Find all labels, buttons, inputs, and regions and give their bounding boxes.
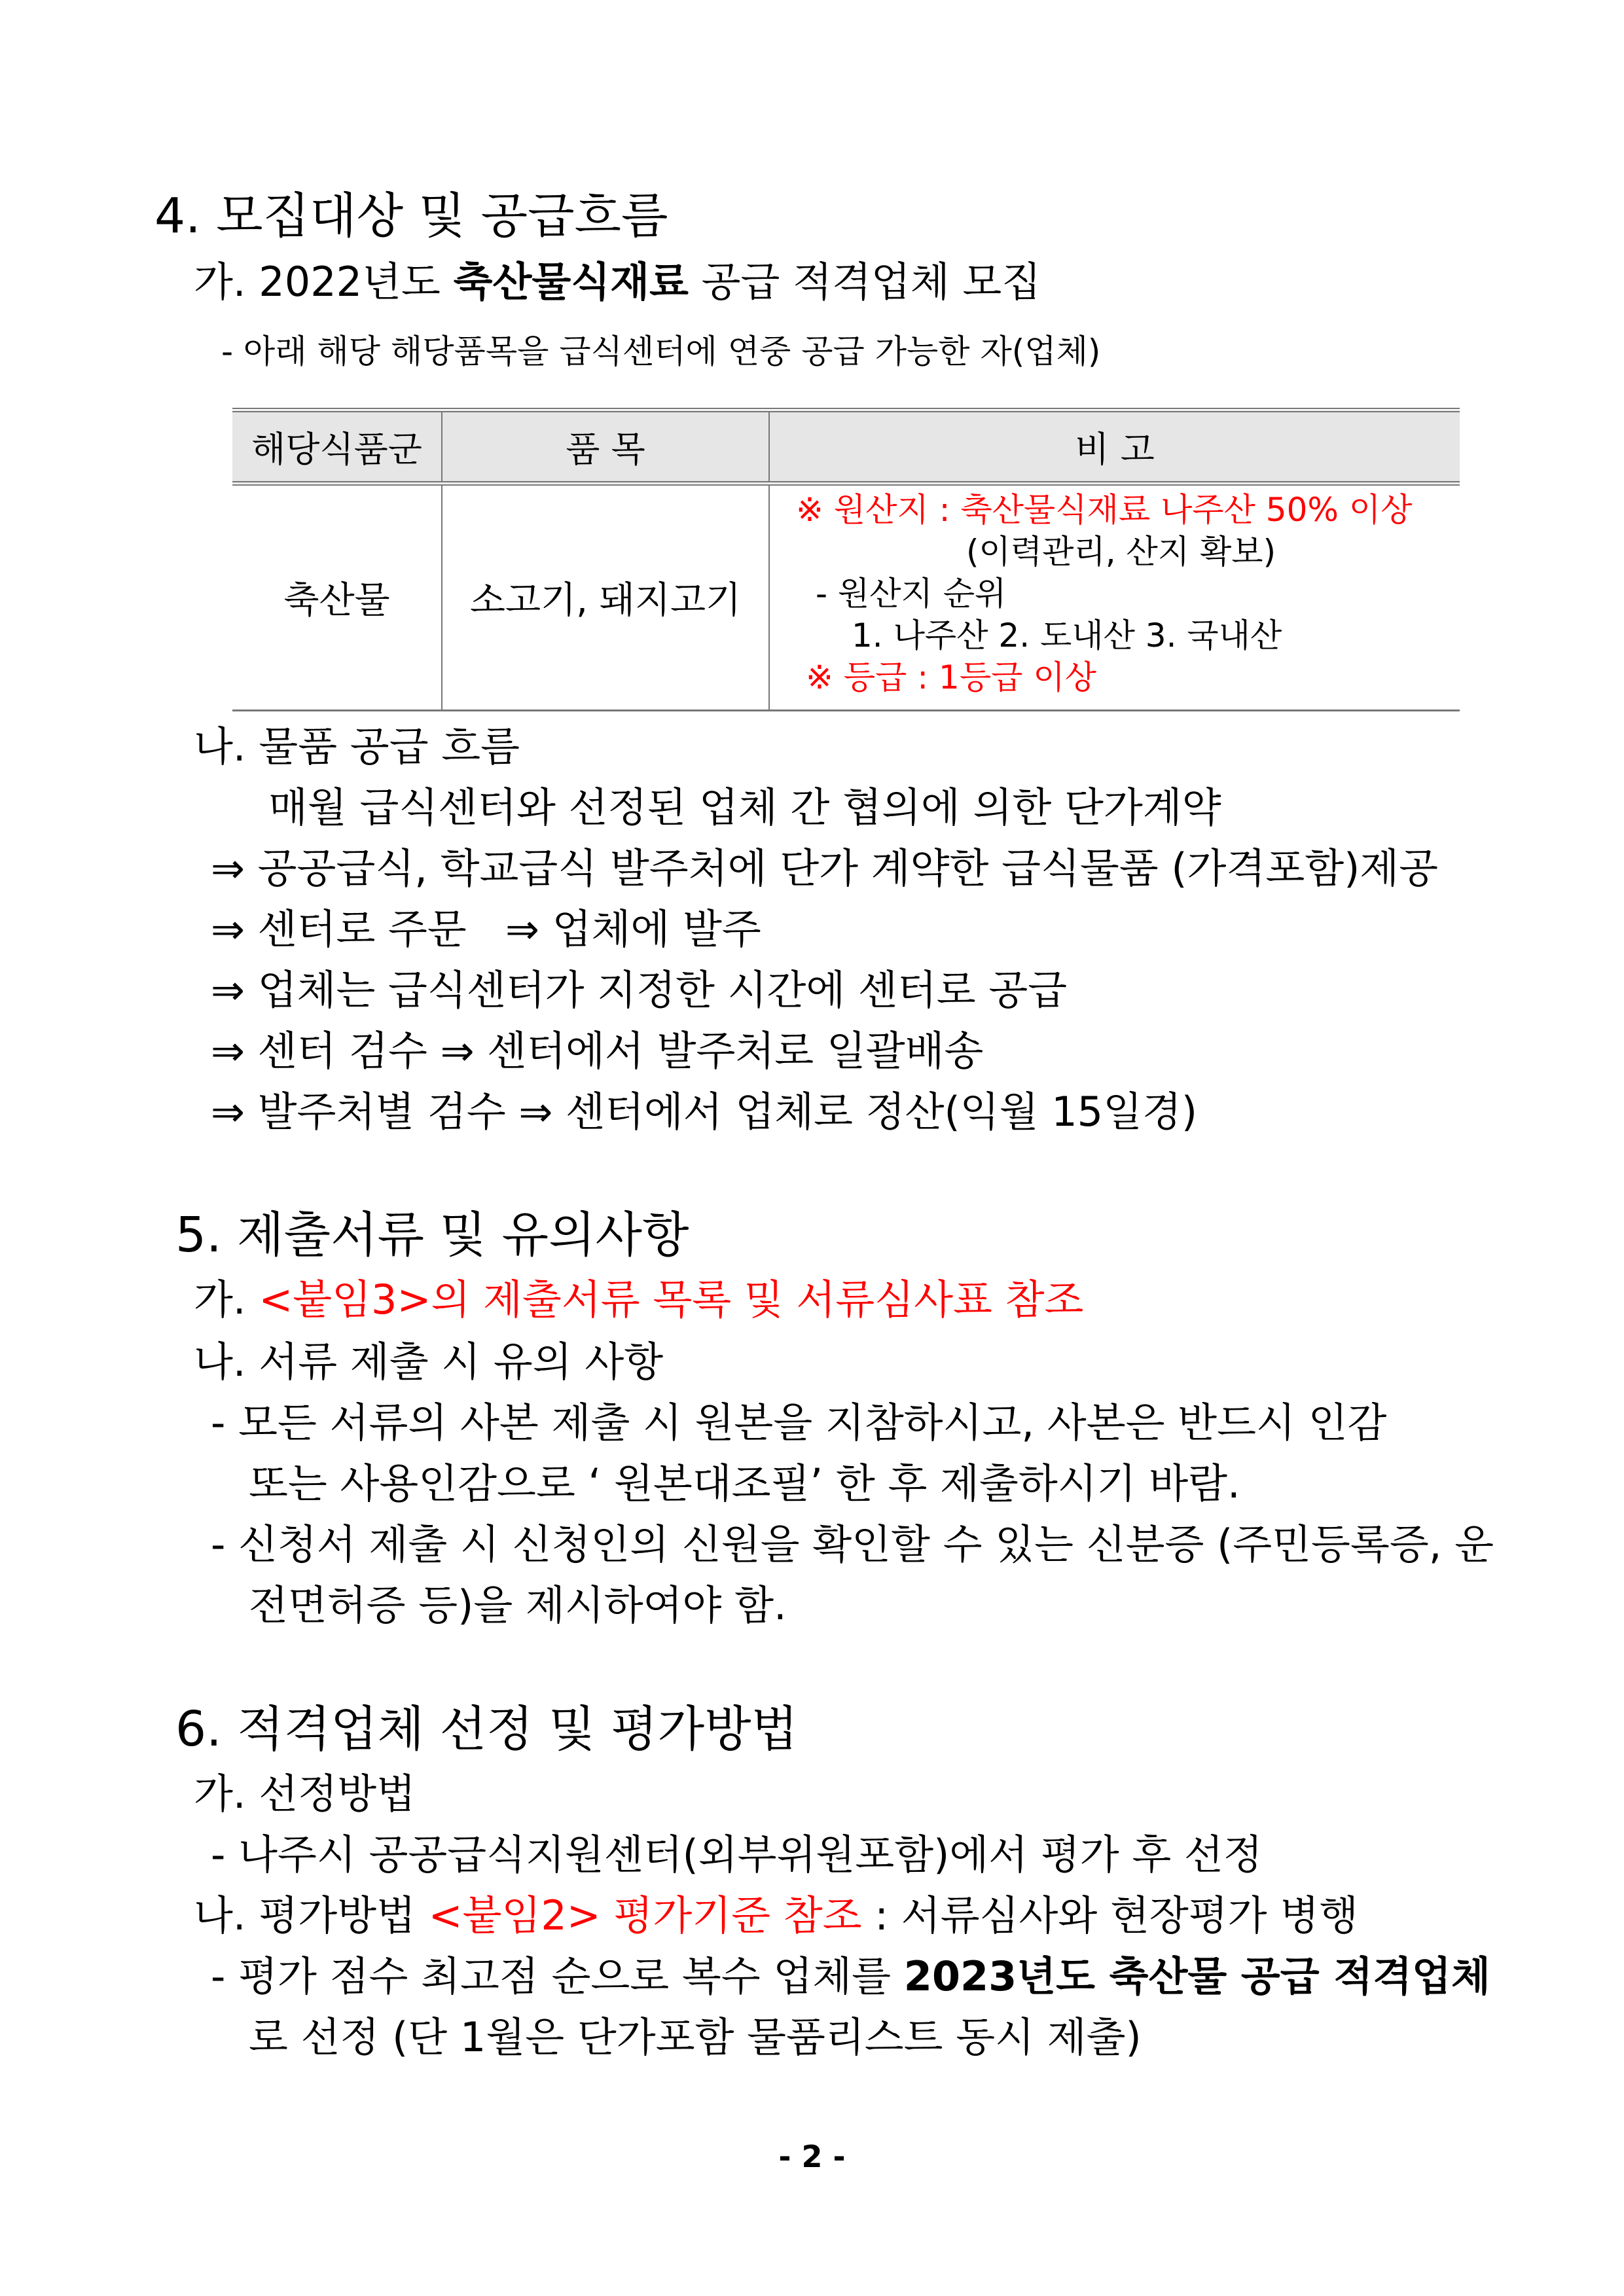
- section-4-ga-suffix: 공급 적격업체 모집: [688, 258, 1041, 306]
- evaluation-line-prefix: - 평가 점수 최고점 순으로 복수 업체를: [211, 1952, 904, 2000]
- section-6-ga-sub: - 나주시 공공급식지원센터(외부위원포함)에서 평가 후 선정: [211, 1831, 1263, 1878]
- table-header-cell: 품 목: [442, 410, 769, 484]
- notice-line: - 모든 서류의 사본 제출 시 원본을 지참하시고, 사본은 반드시 인감: [211, 1399, 1387, 1446]
- section-6-na-red: <붙임2> 평가기준 참조: [428, 1892, 862, 1939]
- table-header-cell: 비 고: [769, 410, 1460, 484]
- table-cell-items: 소고기, 돼지고기: [442, 484, 769, 711]
- section-4-item-ga: [194, 258, 1041, 306]
- notice-line: 전면허증 등)을 제시하여야 함.: [249, 1581, 787, 1629]
- section-6-na-prefix: 나. 평가방법: [194, 1892, 429, 1939]
- section-5-heading: 5. 제출서류 및 유의사항: [175, 1207, 689, 1263]
- section-6-item-ga: 가. 선정방법: [194, 1770, 416, 1818]
- table-row: [232, 484, 1460, 711]
- origin-note-detail: (이력관리, 산지 확보): [966, 533, 1276, 571]
- section-5-ga-prefix: 가.: [194, 1276, 259, 1323]
- evaluation-line-2: 로 선정 (단 1월은 단가포함 물품리스트 동시 제출): [249, 2013, 1142, 2061]
- flow-line: 매월 급식센터와 선정된 업체 간 협의에 의한 단가계약: [268, 783, 1221, 831]
- section-6-na-suffix: : 서류심사와 현장평가 병행: [861, 1892, 1359, 1939]
- supply-items-table: [232, 408, 1460, 711]
- section-4-heading: 4. 모집대상 및 공급흐름: [154, 188, 668, 244]
- flow-line: ⇒ 센터로 주문 ⇒ 업체에 발주: [211, 905, 761, 953]
- section-4-item-na: 나. 물품 공급 흐름: [194, 723, 520, 770]
- origin-rank-title: - 원산지 순위: [816, 575, 1007, 613]
- grade-note: ※ 등급 : 1등급 이상: [806, 658, 1096, 696]
- table-header-cell: 해당식품군: [232, 410, 442, 484]
- notice-line: 또는 사용인감으로 ‘ 원본대조필’ 한 후 제출하시기 바람.: [249, 1460, 1240, 1507]
- evaluation-line-bold: 2023년도 축산물 공급 적격업체: [903, 1952, 1490, 2000]
- flow-line: ⇒ 센터 검수 ⇒ 센터에서 발주처로 일괄배송: [211, 1027, 984, 1075]
- section-6-item-na: [194, 1892, 1359, 1939]
- evaluation-line: [211, 1952, 1490, 2000]
- table-cell-notes: [769, 484, 1460, 711]
- page-number: - 2 -: [778, 2139, 846, 2174]
- flow-line: ⇒ 발주처별 검수 ⇒ 센터에서 업체로 정산(익월 15일경): [211, 1088, 1198, 1136]
- section-4-ga-prefix: 가. 2022년도: [194, 258, 454, 306]
- section-6-heading: 6. 적격업체 선정 및 평가방법: [175, 1701, 799, 1757]
- flow-line: ⇒ 업체는 급식센터가 지정한 시간에 센터로 공급: [211, 966, 1068, 1014]
- section-4-ga-sub: - 아래 해당 해당품목을 급식센터에 연중 공급 가능한 자(업체): [221, 332, 1101, 370]
- origin-rank-list: 1. 나주산 2. 도내산 3. 국내산: [852, 617, 1282, 655]
- table-cell-group: 축산물: [232, 484, 442, 711]
- notice-line: - 신청서 제출 시 신청인의 신원을 확인할 수 있는 신분증 (주민등록증, 운: [211, 1520, 1494, 1568]
- section-5-item-ga: [194, 1276, 1084, 1323]
- origin-note: ※ 원산지 : 축산물식재료 나주산 50% 이상: [796, 491, 1413, 529]
- section-4-ga-bold: 축산물식재료: [453, 258, 689, 306]
- flow-line: ⇒ 공공급식, 학교급식 발주처에 단가 계약한 급식물품 (가격포함)제공: [211, 844, 1439, 892]
- table-header-row: [232, 410, 1460, 484]
- section-5-item-na: 나. 서류 제출 시 유의 사항: [194, 1338, 664, 1386]
- section-5-ga-red: <붙임3>의 제출서류 목록 및 서류심사표 참조: [259, 1276, 1084, 1323]
